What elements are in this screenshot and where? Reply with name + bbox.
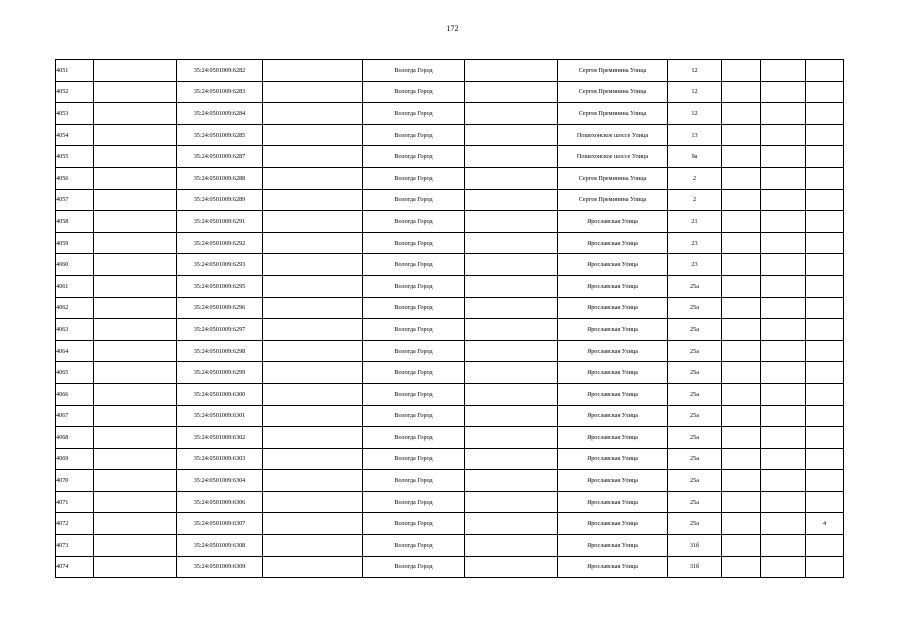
city-cell: Вологда Город <box>363 427 465 449</box>
cadastral-number-cell: 35:24:0501009:6301 <box>177 405 263 427</box>
row-number-cell: 4059 <box>56 232 94 254</box>
row-number-cell: 4058 <box>56 211 94 233</box>
city-cell: Вологда Город <box>363 124 465 146</box>
empty-cell <box>94 383 177 405</box>
empty-cell <box>761 275 806 297</box>
empty-cell <box>263 232 363 254</box>
street-cell: Пошехонское шоссе Улица <box>558 124 668 146</box>
empty-cell <box>722 124 761 146</box>
house-number-cell: 25а <box>668 470 722 492</box>
cadastral-number-cell: 35:24:0501009:6297 <box>177 319 263 341</box>
city-cell: Вологда Город <box>363 513 465 535</box>
table-row <box>56 211 844 233</box>
empty-cell <box>465 448 558 470</box>
empty-cell <box>263 275 363 297</box>
street-cell: Сергея Преминина Улица <box>558 60 668 82</box>
street-cell: Сергея Преминина Улица <box>558 189 668 211</box>
street-cell: Ярославская Улица <box>558 405 668 427</box>
cadastral-number-cell: 35:24:0501009:6298 <box>177 340 263 362</box>
city-cell: Вологда Город <box>363 470 465 492</box>
street-cell: Ярославская Улица <box>558 383 668 405</box>
table-row <box>56 448 844 470</box>
table-row <box>56 383 844 405</box>
table-row <box>56 254 844 276</box>
house-number-cell: 25а <box>668 513 722 535</box>
empty-cell <box>465 405 558 427</box>
empty-cell <box>761 319 806 341</box>
extra-value-cell <box>806 146 844 168</box>
cadastral-number-cell: 35:24:0501009:6288 <box>177 167 263 189</box>
city-cell: Вологда Город <box>363 60 465 82</box>
empty-cell <box>761 60 806 82</box>
empty-cell <box>761 491 806 513</box>
empty-cell <box>761 297 806 319</box>
row-number-cell: 4067 <box>56 405 94 427</box>
empty-cell <box>761 383 806 405</box>
extra-value-cell <box>806 124 844 146</box>
empty-cell <box>263 491 363 513</box>
row-number-cell: 4061 <box>56 275 94 297</box>
row-number-cell: 4071 <box>56 491 94 513</box>
empty-cell <box>722 211 761 233</box>
empty-cell <box>722 81 761 103</box>
empty-cell <box>465 146 558 168</box>
house-number-cell: 12 <box>668 103 722 125</box>
empty-cell <box>263 383 363 405</box>
empty-cell <box>761 340 806 362</box>
row-number-cell: 4070 <box>56 470 94 492</box>
row-number-cell: 4051 <box>56 60 94 82</box>
empty-cell <box>465 362 558 384</box>
empty-cell <box>761 362 806 384</box>
empty-cell <box>94 297 177 319</box>
empty-cell <box>263 189 363 211</box>
empty-cell <box>761 470 806 492</box>
empty-cell <box>722 232 761 254</box>
empty-cell <box>761 448 806 470</box>
street-cell: Ярославская Улица <box>558 297 668 319</box>
empty-cell <box>465 275 558 297</box>
empty-cell <box>465 427 558 449</box>
table-row <box>56 124 844 146</box>
empty-cell <box>722 189 761 211</box>
empty-cell <box>263 470 363 492</box>
city-cell: Вологда Город <box>363 319 465 341</box>
empty-cell <box>94 427 177 449</box>
house-number-cell: 25а <box>668 405 722 427</box>
table-row <box>56 146 844 168</box>
empty-cell <box>722 513 761 535</box>
street-cell: Ярославская Улица <box>558 319 668 341</box>
cadastral-number-cell: 35:24:0501009:6304 <box>177 470 263 492</box>
table-row <box>56 232 844 254</box>
empty-cell <box>465 124 558 146</box>
empty-cell <box>263 319 363 341</box>
city-cell: Вологда Город <box>363 232 465 254</box>
city-cell: Вологда Город <box>363 405 465 427</box>
house-number-cell: 23 <box>668 232 722 254</box>
cadastral-number-cell: 35:24:0501009:6303 <box>177 448 263 470</box>
empty-cell <box>761 211 806 233</box>
city-cell: Вологда Город <box>363 491 465 513</box>
cadastral-number-cell: 35:24:0501009:6308 <box>177 535 263 557</box>
city-cell: Вологда Город <box>363 297 465 319</box>
empty-cell <box>761 81 806 103</box>
extra-value-cell <box>806 319 844 341</box>
extra-value-cell: 4 <box>806 513 844 535</box>
empty-cell <box>94 254 177 276</box>
empty-cell <box>761 146 806 168</box>
row-number-cell: 4066 <box>56 383 94 405</box>
row-number-cell: 4053 <box>56 103 94 125</box>
empty-cell <box>722 491 761 513</box>
house-number-cell: 2 <box>668 189 722 211</box>
empty-cell <box>465 556 558 578</box>
empty-cell <box>465 535 558 557</box>
empty-cell <box>761 103 806 125</box>
street-cell: Сергея Преминина Улица <box>558 81 668 103</box>
street-cell: Ярославская Улица <box>558 211 668 233</box>
row-number-cell: 4056 <box>56 167 94 189</box>
cadastral-number-cell: 35:24:0501009:6296 <box>177 297 263 319</box>
empty-cell <box>263 297 363 319</box>
empty-cell <box>465 340 558 362</box>
street-cell: Ярославская Улица <box>558 448 668 470</box>
empty-cell <box>722 556 761 578</box>
empty-cell <box>94 81 177 103</box>
empty-cell <box>722 405 761 427</box>
empty-cell <box>94 124 177 146</box>
page-number: 172 <box>446 24 459 33</box>
empty-cell <box>94 470 177 492</box>
house-number-cell: 25а <box>668 362 722 384</box>
extra-value-cell <box>806 189 844 211</box>
registry-table <box>55 59 844 578</box>
empty-cell <box>761 167 806 189</box>
extra-value-cell <box>806 167 844 189</box>
cadastral-number-cell: 35:24:0501009:6284 <box>177 103 263 125</box>
table-row <box>56 405 844 427</box>
empty-cell <box>94 211 177 233</box>
table-row <box>56 491 844 513</box>
empty-cell <box>465 297 558 319</box>
row-number-cell: 4065 <box>56 362 94 384</box>
cadastral-number-cell: 35:24:0501009:6299 <box>177 362 263 384</box>
street-cell: Ярославская Улица <box>558 513 668 535</box>
row-number-cell: 4054 <box>56 124 94 146</box>
empty-cell <box>722 319 761 341</box>
extra-value-cell <box>806 427 844 449</box>
empty-cell <box>263 60 363 82</box>
cadastral-number-cell: 35:24:0501009:6291 <box>177 211 263 233</box>
row-number-cell: 4055 <box>56 146 94 168</box>
empty-cell <box>722 297 761 319</box>
street-cell: Ярославская Улица <box>558 232 668 254</box>
city-cell: Вологда Город <box>363 340 465 362</box>
empty-cell <box>722 383 761 405</box>
city-cell: Вологда Город <box>363 211 465 233</box>
street-cell: Ярославская Улица <box>558 254 668 276</box>
empty-cell <box>94 362 177 384</box>
city-cell: Вологда Город <box>363 362 465 384</box>
extra-value-cell <box>806 211 844 233</box>
house-number-cell: 25а <box>668 340 722 362</box>
house-number-cell: 12 <box>668 81 722 103</box>
city-cell: Вологда Город <box>363 81 465 103</box>
empty-cell <box>722 535 761 557</box>
empty-cell <box>465 254 558 276</box>
table-row <box>56 556 844 578</box>
house-number-cell: 25а <box>668 319 722 341</box>
empty-cell <box>465 319 558 341</box>
city-cell: Вологда Город <box>363 254 465 276</box>
city-cell: Вологда Город <box>363 189 465 211</box>
extra-value-cell <box>806 81 844 103</box>
extra-value-cell <box>806 232 844 254</box>
city-cell: Вологда Город <box>363 535 465 557</box>
empty-cell <box>94 405 177 427</box>
house-number-cell: 25а <box>668 448 722 470</box>
house-number-cell: 13 <box>668 124 722 146</box>
empty-cell <box>263 124 363 146</box>
empty-cell <box>722 340 761 362</box>
empty-cell <box>722 362 761 384</box>
empty-cell <box>263 513 363 535</box>
house-number-cell: 25а <box>668 383 722 405</box>
city-cell: Вологда Город <box>363 448 465 470</box>
empty-cell <box>263 254 363 276</box>
cadastral-number-cell: 35:24:0501009:6293 <box>177 254 263 276</box>
extra-value-cell <box>806 383 844 405</box>
house-number-cell: 23 <box>668 254 722 276</box>
empty-cell <box>722 275 761 297</box>
house-number-cell: 31б <box>668 556 722 578</box>
empty-cell <box>94 60 177 82</box>
empty-cell <box>722 427 761 449</box>
empty-cell <box>465 383 558 405</box>
empty-cell <box>263 103 363 125</box>
house-number-cell: 21 <box>668 211 722 233</box>
street-cell: Сергея Преминина Улица <box>558 103 668 125</box>
extra-value-cell <box>806 254 844 276</box>
table-row <box>56 81 844 103</box>
empty-cell <box>465 103 558 125</box>
house-number-cell: 25а <box>668 427 722 449</box>
empty-cell <box>94 167 177 189</box>
extra-value-cell <box>806 448 844 470</box>
cadastral-number-cell: 35:24:0501009:6282 <box>177 60 263 82</box>
empty-cell <box>94 275 177 297</box>
street-cell: Сергея Преминина Улица <box>558 167 668 189</box>
empty-cell <box>263 81 363 103</box>
empty-cell <box>465 81 558 103</box>
cadastral-number-cell: 35:24:0501009:6285 <box>177 124 263 146</box>
street-cell: Ярославская Улица <box>558 427 668 449</box>
cadastral-number-cell: 35:24:0501009:6300 <box>177 383 263 405</box>
house-number-cell: 25а <box>668 491 722 513</box>
empty-cell <box>465 513 558 535</box>
table-row <box>56 167 844 189</box>
empty-cell <box>94 448 177 470</box>
extra-value-cell <box>806 556 844 578</box>
empty-cell <box>263 405 363 427</box>
city-cell: Вологда Город <box>363 146 465 168</box>
empty-cell <box>761 254 806 276</box>
empty-cell <box>761 556 806 578</box>
table-row <box>56 189 844 211</box>
row-number-cell: 4063 <box>56 319 94 341</box>
empty-cell <box>263 340 363 362</box>
empty-cell <box>761 124 806 146</box>
row-number-cell: 4074 <box>56 556 94 578</box>
row-number-cell: 4057 <box>56 189 94 211</box>
empty-cell <box>263 211 363 233</box>
table-row <box>56 513 844 535</box>
extra-value-cell <box>806 491 844 513</box>
house-number-cell: 25а <box>668 275 722 297</box>
extra-value-cell <box>806 470 844 492</box>
empty-cell <box>94 535 177 557</box>
city-cell: Вологда Город <box>363 383 465 405</box>
extra-value-cell <box>806 405 844 427</box>
city-cell: Вологда Город <box>363 275 465 297</box>
empty-cell <box>94 189 177 211</box>
empty-cell <box>465 60 558 82</box>
table-row <box>56 362 844 384</box>
street-cell: Ярославская Улица <box>558 470 668 492</box>
table-row <box>56 470 844 492</box>
row-number-cell: 4052 <box>56 81 94 103</box>
empty-cell <box>94 513 177 535</box>
street-cell: Ярославская Улица <box>558 535 668 557</box>
row-number-cell: 4062 <box>56 297 94 319</box>
empty-cell <box>761 427 806 449</box>
empty-cell <box>263 146 363 168</box>
empty-cell <box>94 103 177 125</box>
cadastral-number-cell: 35:24:0501009:6295 <box>177 275 263 297</box>
table-row <box>56 340 844 362</box>
house-number-cell: 25а <box>668 297 722 319</box>
cadastral-number-cell: 35:24:0501009:6283 <box>177 81 263 103</box>
empty-cell <box>94 556 177 578</box>
empty-cell <box>263 362 363 384</box>
row-number-cell: 4072 <box>56 513 94 535</box>
empty-cell <box>94 146 177 168</box>
empty-cell <box>722 146 761 168</box>
empty-cell <box>465 232 558 254</box>
cadastral-number-cell: 35:24:0501009:6309 <box>177 556 263 578</box>
empty-cell <box>465 211 558 233</box>
row-number-cell: 4060 <box>56 254 94 276</box>
extra-value-cell <box>806 103 844 125</box>
cadastral-number-cell: 35:24:0501009:6289 <box>177 189 263 211</box>
street-cell: Ярославская Улица <box>558 491 668 513</box>
empty-cell <box>94 232 177 254</box>
empty-cell <box>722 470 761 492</box>
city-cell: Вологда Город <box>363 103 465 125</box>
cadastral-number-cell: 35:24:0501009:6307 <box>177 513 263 535</box>
row-number-cell: 4073 <box>56 535 94 557</box>
city-cell: Вологда Город <box>363 556 465 578</box>
empty-cell <box>722 60 761 82</box>
empty-cell <box>465 491 558 513</box>
empty-cell <box>761 535 806 557</box>
street-cell: Пошехонское шоссе Улица <box>558 146 668 168</box>
cadastral-number-cell: 35:24:0501009:6302 <box>177 427 263 449</box>
empty-cell <box>722 254 761 276</box>
empty-cell <box>263 535 363 557</box>
extra-value-cell <box>806 275 844 297</box>
empty-cell <box>263 427 363 449</box>
street-cell: Ярославская Улица <box>558 362 668 384</box>
extra-value-cell <box>806 362 844 384</box>
street-cell: Ярославская Улица <box>558 340 668 362</box>
row-number-cell: 4068 <box>56 427 94 449</box>
row-number-cell: 4069 <box>56 448 94 470</box>
empty-cell <box>761 232 806 254</box>
house-number-cell: 12 <box>668 60 722 82</box>
extra-value-cell <box>806 340 844 362</box>
street-cell: Ярославская Улица <box>558 556 668 578</box>
empty-cell <box>263 556 363 578</box>
house-number-cell: 2 <box>668 167 722 189</box>
empty-cell <box>722 103 761 125</box>
empty-cell <box>465 470 558 492</box>
table-row <box>56 319 844 341</box>
empty-cell <box>263 167 363 189</box>
cadastral-number-cell: 35:24:0501009:6292 <box>177 232 263 254</box>
cadastral-number-cell: 35:24:0501009:6287 <box>177 146 263 168</box>
table-row <box>56 103 844 125</box>
table-row <box>56 427 844 449</box>
extra-value-cell <box>806 297 844 319</box>
empty-cell <box>465 189 558 211</box>
table-row <box>56 60 844 82</box>
cadastral-number-cell: 35:24:0501009:6306 <box>177 491 263 513</box>
extra-value-cell <box>806 60 844 82</box>
street-cell: Ярославская Улица <box>558 275 668 297</box>
row-number-cell: 4064 <box>56 340 94 362</box>
table-row <box>56 535 844 557</box>
empty-cell <box>761 189 806 211</box>
city-cell: Вологда Город <box>363 167 465 189</box>
empty-cell <box>761 405 806 427</box>
table-row <box>56 275 844 297</box>
empty-cell <box>465 167 558 189</box>
empty-cell <box>263 448 363 470</box>
empty-cell <box>94 491 177 513</box>
extra-value-cell <box>806 535 844 557</box>
empty-cell <box>94 340 177 362</box>
house-number-cell: 9а <box>668 146 722 168</box>
house-number-cell: 31б <box>668 535 722 557</box>
empty-cell <box>94 319 177 341</box>
empty-cell <box>761 513 806 535</box>
empty-cell <box>722 448 761 470</box>
table-row <box>56 297 844 319</box>
empty-cell <box>722 167 761 189</box>
